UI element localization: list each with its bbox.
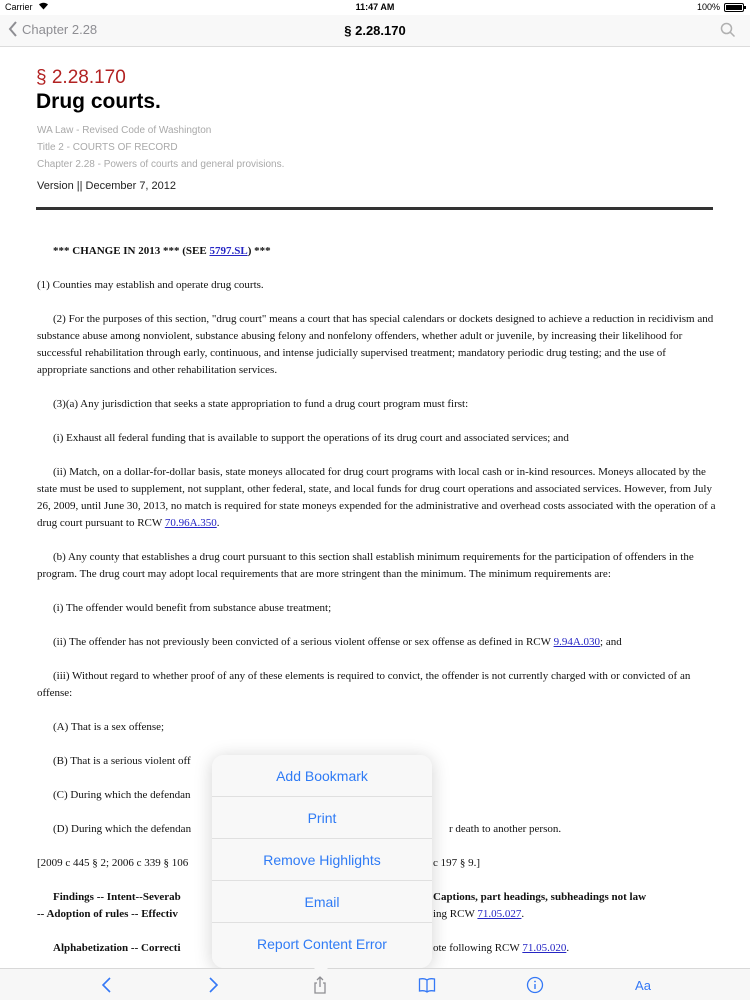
- paragraph-3b-iii: (iii) Without regard to whether proof of any of these elements is required to convict, the offender is not currently charged with or convicted of an offense:: [37, 670, 691, 699]
- change-notice: *** CHANGE IN 2013 *** (SEE 5797.SL) ***: [53, 245, 271, 257]
- print-button[interactable]: Print: [212, 797, 432, 839]
- divider: [36, 207, 713, 210]
- email-button[interactable]: Email: [212, 881, 432, 923]
- book-icon: [418, 976, 436, 994]
- share-icon: [311, 976, 329, 994]
- paragraph-3b-ii: (ii) The offender has not previously been convicted of a serious violent offense or sex offense as defined in RCW 9.94A.030; and: [53, 636, 622, 648]
- paragraph-c: (C) During which the defendan: [53, 789, 191, 801]
- rcw-link-9-94a-030[interactable]: 9.94A.030: [553, 636, 601, 648]
- share-popover: [212, 755, 432, 968]
- section-title: Drug courts.: [36, 90, 161, 113]
- paragraph-3a-ii: (ii) Match, on a dollar-for-dollar basis, state moneys allocated for drug court programs with local cash or in-kind resources. Moneys allocated by the state must be used to supplement, not supplant, other federal, state, and local funds for drug court operations and associated services. However, from July 26, 2009, until June 30, 2013, no match is required for state moneys expended for the administrative and overhead costs associated with the operation of a drug court pursuant to RCW 70.96A.350.: [37, 466, 716, 529]
- carrier-label: Carrier: [5, 2, 33, 12]
- report-content-error-button[interactable]: Report Content Error: [257, 936, 387, 952]
- battery-icon: [724, 3, 744, 12]
- history-note: [2009 c 445 § 2; 2006 c 339 § 106 c 197 § 9.]: [37, 857, 481, 869]
- paragraph-1: (1) Counties may establish and operate drug courts.: [37, 279, 264, 291]
- paragraph-d: (D) During which the defendan r death to another person.: [53, 823, 562, 835]
- bookmarks-button[interactable]: [416, 975, 438, 995]
- findings-note-line2: -- Adoption of rules -- Effectiv ing RCW 71.05.027.: [37, 908, 525, 920]
- info-icon: [526, 976, 544, 994]
- battery-percent: 100%: [696, 2, 720, 12]
- paragraph-3a-i: (i) Exhaust all federal funding that is available to support the operations of its drug court and associated services; and: [53, 432, 569, 444]
- share-button[interactable]: [309, 975, 331, 995]
- change-link[interactable]: 5797.SL: [209, 245, 248, 257]
- paragraph-3a: (3)(a) Any jurisdiction that seeks a state appropriation to fund a drug court program must first:: [53, 398, 469, 410]
- add-bookmark-button[interactable]: Add Bookmark: [212, 755, 432, 797]
- next-section-button[interactable]: [202, 975, 224, 995]
- section-number: § 2.28.170: [36, 67, 126, 88]
- font-size-button[interactable]: Aa: [635, 977, 651, 993]
- rcw-link-71-05-027[interactable]: 71.05.027: [477, 908, 522, 920]
- remove-highlights-button[interactable]: Remove Highlights: [212, 839, 432, 881]
- alphabetization-note: Alphabetization -- Correcti ote following RCW 71.05.020.: [53, 942, 570, 954]
- clock-time: 11:47 AM: [355, 2, 395, 12]
- navigation-bar: [0, 15, 750, 47]
- popover-arrow: [311, 965, 331, 975]
- bottom-toolbar: [0, 968, 750, 1000]
- paragraph-2: (2) For the purposes of this section, "drug court" means a court that has special calendars or dockets designed to achieve a reduction in recidivism and substance abuse among nonviolent, substance abusing felony and nonfelony offenders, whether adult or juvenile, by increasing their likelihood for successful rehabilitation through early, continuous, and intense judicially supervised treatment; mandatory periodic drug testing; and the use of appropriate sanctions and other rehabilitation services.: [37, 313, 714, 376]
- breadcrumb-law: WA Law - Revised Code of Washington: [37, 125, 212, 136]
- paragraph-b: (B) That is a serious violent off: [53, 755, 191, 767]
- rcw-link-70-96a-350[interactable]: 70.96A.350: [164, 517, 217, 529]
- paragraph-3b: (b) Any county that establishes a drug court pursuant to this section shall establish minimum requirements for the participation of offenders in the program. The drug court may adopt local requirements that are more stringent than the minimum. The minimum requirements are:: [37, 551, 694, 580]
- status-bar: [0, 0, 750, 15]
- back-label: Chapter 2.28: [22, 21, 98, 37]
- search-icon[interactable]: [720, 22, 736, 38]
- findings-note: Findings -- Intent--Severab Captions, part headings, subheadings not law: [53, 891, 647, 903]
- paragraph-a: (A) That is a sex offense;: [53, 721, 165, 733]
- version-label: Version || December 7, 2012: [37, 180, 177, 192]
- nav-title: § 2.28.170: [344, 23, 406, 38]
- breadcrumb-chapter: Chapter 2.28 - Powers of courts and general provisions.: [37, 159, 285, 170]
- rcw-link-71-05-020[interactable]: 71.05.020: [522, 942, 567, 954]
- info-button[interactable]: [524, 975, 546, 995]
- paragraph-3b-i: (i) The offender would benefit from substance abuse treatment;: [53, 602, 332, 614]
- chevron-left-icon: [98, 976, 116, 994]
- chevron-right-icon: [204, 976, 222, 994]
- previous-section-button[interactable]: [96, 975, 118, 995]
- breadcrumb-title: Title 2 - COURTS OF RECORD: [37, 142, 178, 153]
